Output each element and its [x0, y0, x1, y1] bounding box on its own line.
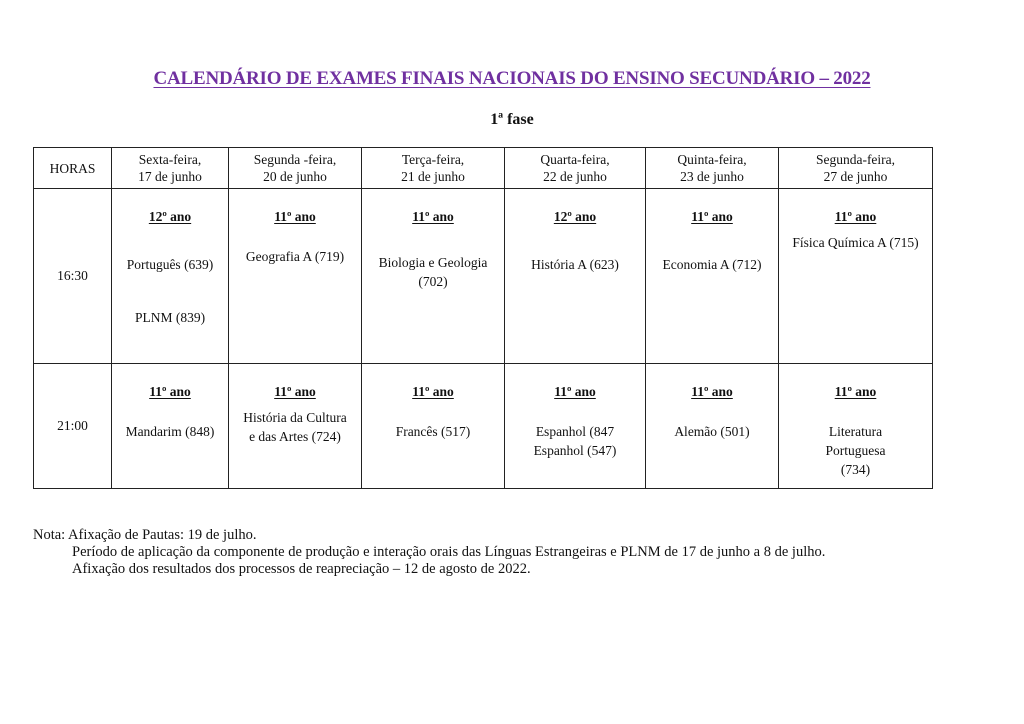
note-line: Período de aplicação da componente de produção e interação orais das Línguas Estrangeiras e PLNM de 17 de junho a 8 de julho. — [72, 544, 826, 560]
exam-cell: 11º ano Geografia A (719) — [229, 189, 362, 364]
exam-cell: 11º ano História da Cultura e das Artes (724) — [229, 364, 362, 489]
exam-cell: 11º ano Física Química A (715) — [779, 189, 933, 364]
exam-cell: 11º ano Biologia e Geologia (702) — [362, 189, 505, 364]
exam-cell: 11º ano Economia A (712) — [646, 189, 779, 364]
exam-cell: 12º ano Português (639) PLNM (839) — [112, 189, 229, 364]
day-header: Terça-feira, 21 de junho — [362, 148, 505, 189]
page-title: CALENDÁRIO DE EXAMES FINAIS NACIONAIS DO ENSINO SECUNDÁRIO – 2022 — [153, 68, 871, 89]
notes-block — [33, 527, 825, 578]
exam-calendar-table — [33, 147, 933, 489]
day-header: Segunda -feira, 20 de junho — [229, 148, 362, 189]
hours-header: HORAS — [34, 148, 112, 189]
exam-cell: 12º ano História A (623) — [505, 189, 646, 364]
phase-heading: 1ª fase — [490, 111, 534, 128]
day-header: Segunda-feira, 27 de junho — [779, 148, 933, 189]
header-row — [34, 148, 933, 189]
exam-cell: 11º ano Francês (517) — [362, 364, 505, 489]
day-header: Quarta-feira, 22 de junho — [505, 148, 646, 189]
exam-cell: 11º ano Literatura Portuguesa (734) — [779, 364, 933, 489]
day-header: Sexta-feira, 17 de junho — [112, 148, 229, 189]
table-row — [34, 189, 933, 364]
exam-cell: 11º ano Alemão (501) — [646, 364, 779, 489]
exam-cell: 11º ano Mandarim (848) — [112, 364, 229, 489]
hour-cell: 16:30 — [34, 189, 112, 364]
table-row — [34, 364, 933, 489]
hour-cell: 21:00 — [34, 364, 112, 489]
note-line: Afixação dos resultados dos processos de reapreciação – 12 de agosto de 2022. — [72, 561, 531, 577]
day-header: Quinta-feira, 23 de junho — [646, 148, 779, 189]
exam-cell: 11º ano Espanhol (847 Espanhol (547) — [505, 364, 646, 489]
note-line: Nota: Afixação de Pautas: 19 de julho. — [33, 527, 257, 543]
